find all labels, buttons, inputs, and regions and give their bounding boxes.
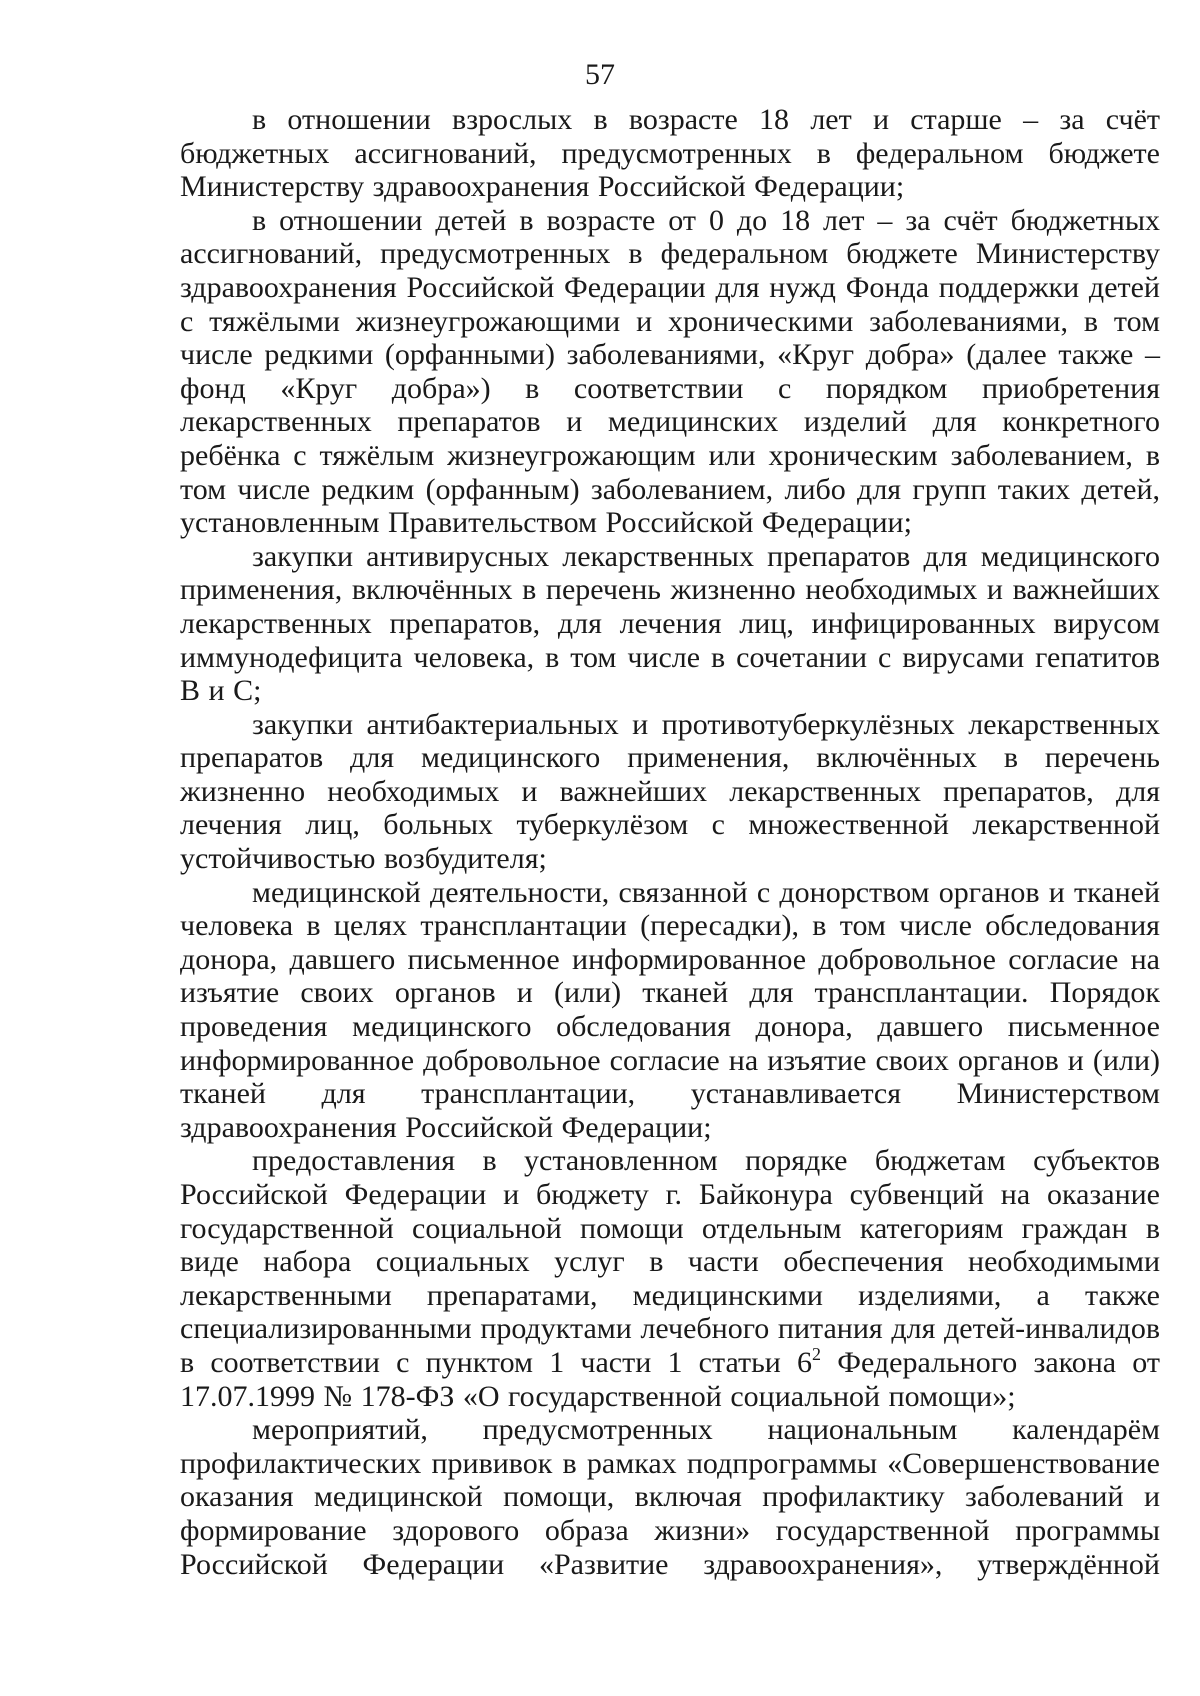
paragraph-organ-donation: медицинской деятельности, связанной с донорством органов и тканей человека в целях трансплантации (пересадки), в том числе обследования донора, давшего письменное информированное добровольное согласие на изъятие своих органов и (или) тканей для трансплантации. Порядок проведения медицинского обследования донора, давшего письменное информированное добровольное согласие на изъятие своих органов и (или) тканей для трансплантации, устанавливается Министерством здравоохранения Российской Федерации; — [180, 875, 1160, 1144]
superscript-article-index: 2 — [812, 1343, 822, 1364]
paragraph-adults-funding: в отношении взрослых в возрасте 18 лет и старше – за счёт бюджетных ассигнований, предусмотренных в федеральном бюджете Министерству здравоохранения Российской Федерации; — [180, 103, 1160, 204]
document-body — [180, 103, 1160, 1581]
paragraph-children-funding: в отношении детей в возрасте от 0 до 18 лет – за счёт бюджетных ассигнований, предусмотренных в федеральном бюджете Министерству здравоохранения Российской Федерации для нужд Фонда поддержки детей с тяжёлыми жизнеугрожающими и хроническими заболеваниями, в том числе редкими (орфанными) заболеваниями, «Круг добра» (далее также – фонд «Круг добра») в соответствии с порядком приобретения лекарственных препаратов и медицинских изделий для конкретного ребёнка с тяжёлым жизнеугрожающим или хроническим заболеванием, в том числе редким (орфанным) заболеванием, либо для групп таких детей, установленным Правительством Российской Федерации; — [180, 203, 1160, 540]
page-number: 57 — [585, 58, 615, 91]
paragraph-subventions-text: предоставления в установленном порядке бюджетам субъектов Российской Федерации и бюджету г. Байконура субвенций на оказание государственной социальной помощи отдельным категориям граждан в виде набора социальных услуг в части обеспечения необходимыми лекарственными препаратами, медицинскими изделиями, а также специализированными продуктами лечебного питания для детей-инвалидов в соответствии с пунктом 1 части 1 статьи 6 — [180, 1144, 1160, 1379]
paragraph-vaccination-calendar: мероприятий, предусмотренных национальным календарём профилактических прививок в рамках подпрограммы «Совершенствование оказания медицинской помощи, включая профилактику заболеваний и формирование здорового образа жизни» государственной программы Российской Федерации «Развитие здравоохранения», утверждённой — [180, 1413, 1160, 1581]
paragraph-subventions — [180, 1144, 1160, 1413]
paragraph-antiviral-purchases: закупки антивирусных лекарственных препаратов для медицинского применения, включённых в перечень жизненно необходимых и важнейших лекарственных препаратов, для лечения лиц, инфицированных вирусом иммунодефицита человека, в том числе в сочетании с вирусами гепатитов B и C; — [180, 539, 1160, 708]
paragraph-antibacterial-purchases: закупки антибактериальных и противотуберкулёзных лекарственных препаратов для медицинского применения, включённых в перечень жизненно необходимых и важнейших лекарственных препаратов, для лечения лиц, больных туберкулёзом с множественной лекарственной устойчивостью возбудителя; — [180, 707, 1160, 876]
paragraph-subventions-text-end: Федерального закона от 17.07.1999 № 178-ФЗ «О государственной социальной помощи»; — [180, 1345, 1160, 1413]
